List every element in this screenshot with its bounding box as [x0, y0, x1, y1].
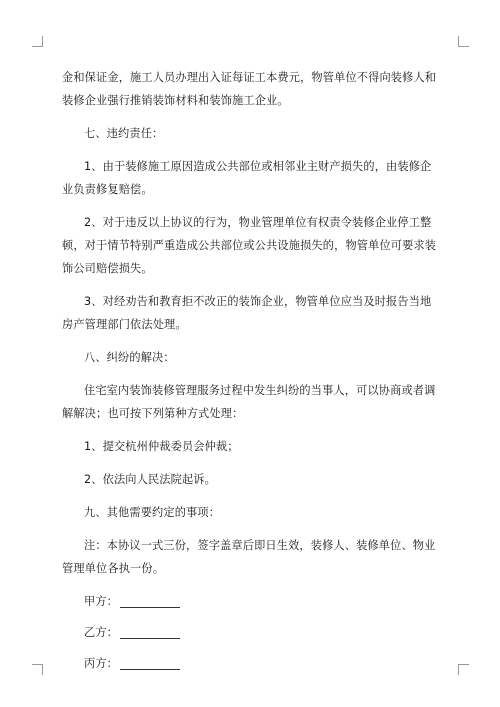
signature-party-b [84, 621, 440, 644]
crop-mark-top-left [32, 36, 43, 47]
signature-party-c [84, 652, 440, 675]
signature-party-a [84, 590, 440, 613]
paragraph-breach-item-3: 3、对经劝告和教育拒不改正的装饰企业，物管单位应当及时报告当地房产管理部门依法处理。 [62, 295, 432, 331]
signature-blank-party-c [120, 657, 180, 670]
paragraph-breach-item-2: 2、对于违反以上协议的行为，物业管理单位有权责令装修企业停工整顿，对于情节特别严重造成公共部位或公共设施损失的，物管单位可要求装饰公司赔偿损失。 [62, 216, 437, 275]
signature-label-party-a: 甲方： [84, 595, 119, 608]
signature-label-party-c: 丙方： [84, 657, 119, 670]
paragraph-deposit-continuation: 金和保证金，施工人员办理出入证每证工本费元，物管单位不得向装修人和装修企业强行推销装饰材料和装饰施工企业。 [62, 71, 437, 107]
paragraph-dispute-option-2: 2、依法向人民法院起诉。 [84, 473, 216, 486]
signature-blank-party-b [120, 626, 180, 639]
signature-label-party-b: 乙方： [84, 626, 119, 639]
paragraph-breach-item-1: 1、由于装修施工原因造成公共部位或相邻业主财产损失的，由装修企业负责修复赔偿。 [62, 160, 432, 196]
section-heading-dispute-resolution: 八、纠纷的解决： [84, 351, 175, 364]
signature-blank-party-a [120, 595, 180, 608]
section-heading-breach-liability: 七、违约责任： [84, 127, 164, 140]
paragraph-note: 注：本协议一式三份，签字盖章后即日生效，装修人、装修单位、物业管理单位各执一份。 [62, 539, 436, 575]
crop-mark-bottom-left [32, 664, 43, 675]
document-body [62, 66, 440, 683]
paragraph-dispute-intro: 住宅室内装饰装修管理服务过程中发生纠纷的当事人，可以协商或者调解解决；也可按下列第种方式处理： [62, 384, 436, 420]
crop-mark-bottom-right [458, 664, 469, 675]
section-heading-other-matters: 九、其他需要约定的事项： [84, 506, 221, 519]
crop-mark-top-right [458, 36, 469, 47]
paragraph-dispute-option-1: 1、提交杭州仲裁委员会仲裁； [84, 440, 239, 453]
